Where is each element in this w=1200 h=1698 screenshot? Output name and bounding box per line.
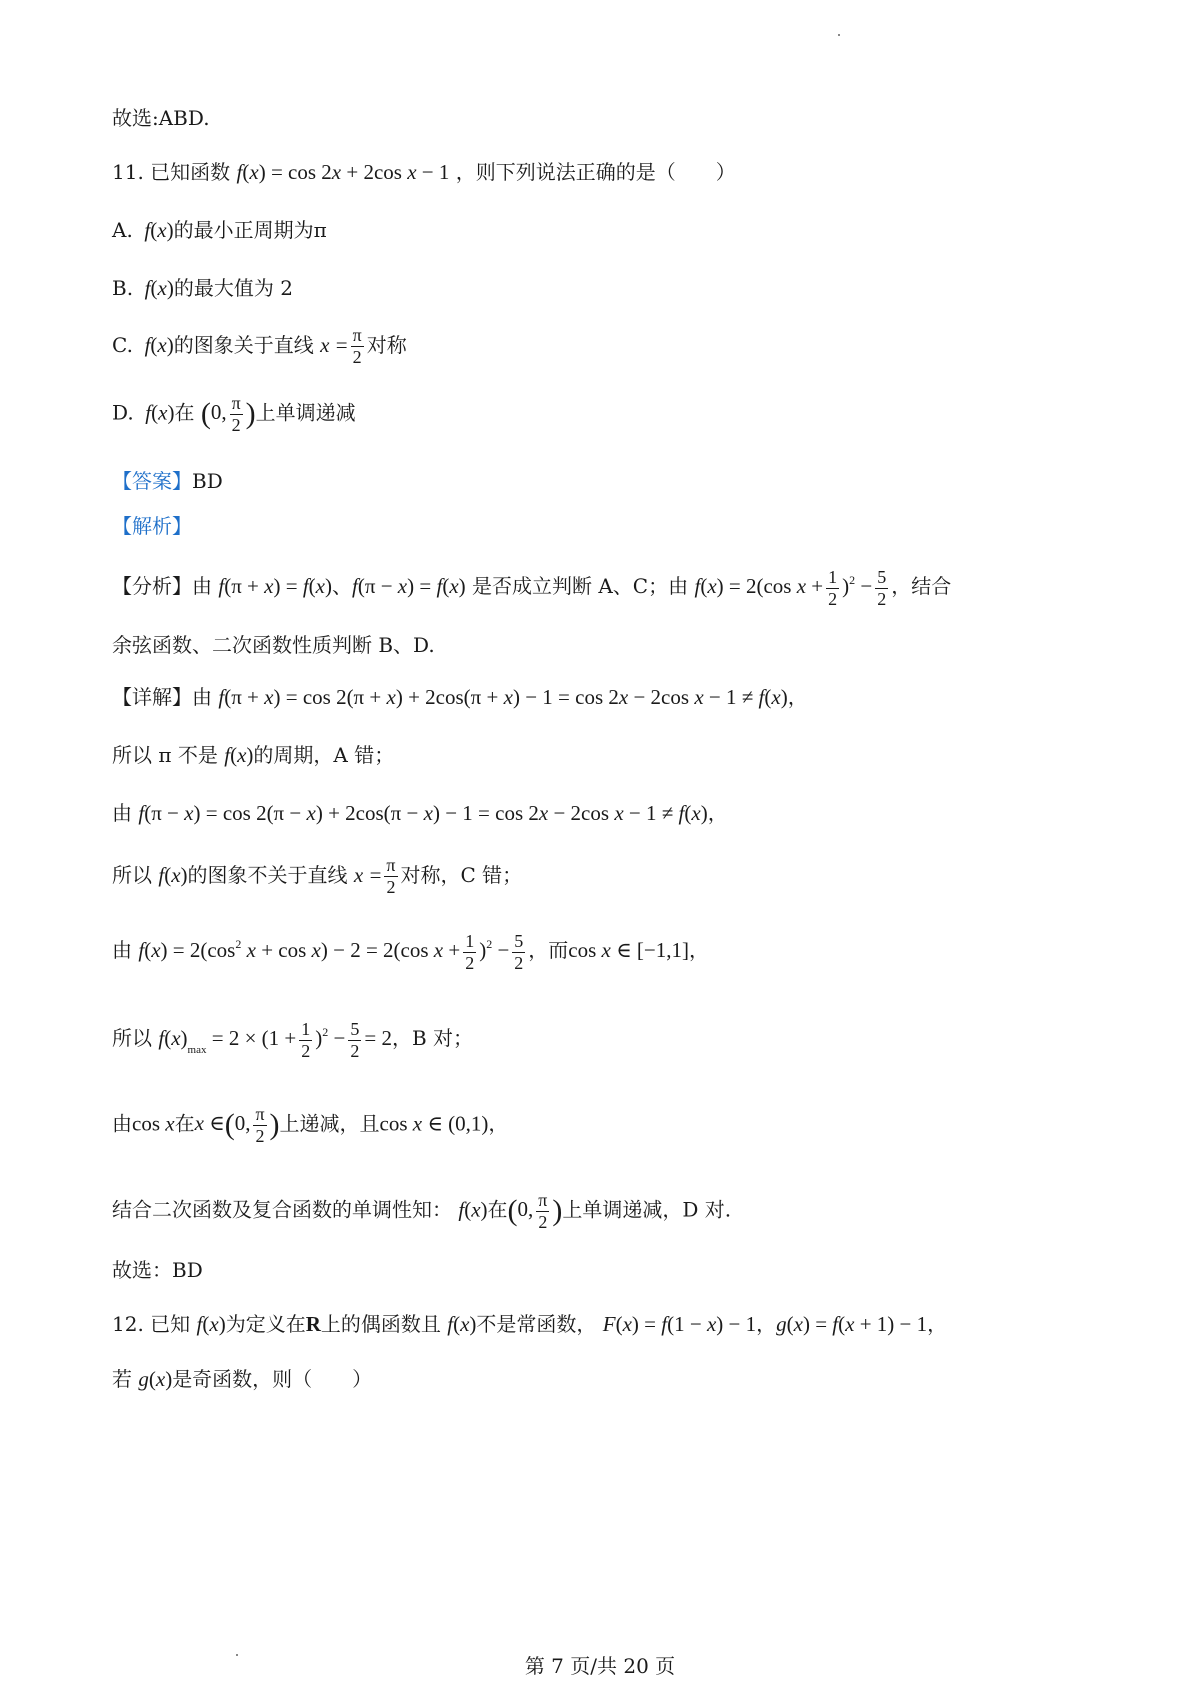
page-footer: 第 7 页/共 20 页: [524, 1654, 676, 1678]
q11-stem-prefix: 11. 已知函数: [112, 160, 231, 184]
answer-value: BD: [192, 469, 223, 493]
q10-conclusion: 故选:ABD.: [112, 106, 210, 130]
detail-formula-1: f(π + x) = cos 2(π + x) + 2cos(π + x) − 1 = cos 2x − 2cos x − 1 ≠ f(x): [218, 685, 788, 709]
q11-option-b: B. f(x)的最大值为 2: [112, 276, 293, 300]
detail-formula-3: f(π − x) = cos 2(π − x) + 2cos(π − x) − 1 = cos 2x − 2cos x − 1 ≠ f(x): [138, 801, 708, 825]
analysis-label: 【解析】: [112, 514, 192, 538]
answer-label: 【答案】: [112, 469, 192, 493]
detail-line-8: 结合二次函数及复合函数的单调性知： f(x)在(0, $\frac{\pi}{2}$ )上单调递减，D 对.: [112, 1190, 732, 1232]
option-letter: B.: [112, 276, 134, 300]
analysis-line-2: 余弦函数、二次函数性质判断 B、D.: [112, 633, 435, 657]
detail-line-1: 【详解】由 f(π + x) = cos 2(π + x) + 2cos(π + x) − 1 = cos 2x − 2cos x − 1 ≠ f(x)，: [112, 685, 808, 709]
option-text: 的最小正周期为π: [173, 218, 327, 242]
q11-stem-suffix: ，则下列说法正确的是（ ）: [455, 160, 736, 184]
q11-conclusion: 故选：BD: [112, 1258, 203, 1282]
q12-line-1: 12. 已知 f(x)为定义在R上的偶函数且 f(x)不是常函数， F(x) = f(1 − x) − 1，g(x) = f(x + 1) − 1，: [112, 1312, 948, 1336]
detail-line-7: 由cos x在x ∈(0, $\frac{\pi}{2}$ )上递减，且cos x ∈ (0,1)，: [112, 1104, 509, 1146]
answer-line: [112, 467, 223, 495]
option-letter: D.: [112, 400, 134, 425]
option-letter: C.: [112, 333, 133, 357]
detail-line-3: 由 f(π − x) = cos 2(π − x) + 2cos(π − x) − 1 = cos 2x − 2cos x − 1 ≠ f(x)，: [112, 801, 728, 825]
option-text: 的最大值为 2: [173, 276, 293, 300]
detail-line-6: 所以 $f(x)_{max} = 2 \times (1$ + $\frac{1}{2}$ )$^2$ − $\frac{5}{2}$ = 2，B 对；: [112, 1018, 474, 1061]
q11-stem-formula: f(x) = cos 2x + 2cos x − 1: [236, 160, 450, 184]
q12-line-2: 若 g(x)是奇函数，则（ ）: [112, 1367, 373, 1391]
detail-line-5: 由 $f(x) = 2(\cos^2$ x + cos x) − 2 = 2(cos x + $\frac{1}{2}$ )$^2$ − $\frac{5}{2}$ ，而cos x ∈ [−1,1]，: [112, 930, 709, 973]
detail-line-2: 所以 π 不是 f(x)的周期，A 错；: [112, 743, 395, 767]
option-text: 上单调递减: [255, 400, 356, 425]
option-letter: A.: [112, 218, 133, 242]
q11-stem: [112, 158, 736, 186]
scan-speck: [838, 34, 840, 36]
detail-line-4: 所以 f(x)的图象不关于直线 x = $\frac{\pi}{2}$ 对称，C 错；: [112, 855, 523, 897]
option-text: 对称: [366, 333, 407, 357]
q11-option-c: C. f(x)的图象关于直线 x = $\frac{\pi}{2}$ 对称: [112, 325, 407, 367]
option-text: 在: [174, 400, 195, 425]
q11-option-a: A. f(x)的最小正周期为π: [112, 218, 327, 242]
option-text: 的图象关于直线: [173, 333, 314, 357]
q11-option-d: D. f(x)在 (0, $\frac{\pi}{2}$ )上单调递减: [112, 393, 356, 435]
analysis-line-1: 【分析】由 f(π + x) = f(x)、f(π − x) = f(x) 是否成立判断 A、C；由 f(x) = 2(cos x + $\frac{1}{2}$ )$^2$ − $\frac{5}{2}$ ，结合: [112, 566, 952, 609]
